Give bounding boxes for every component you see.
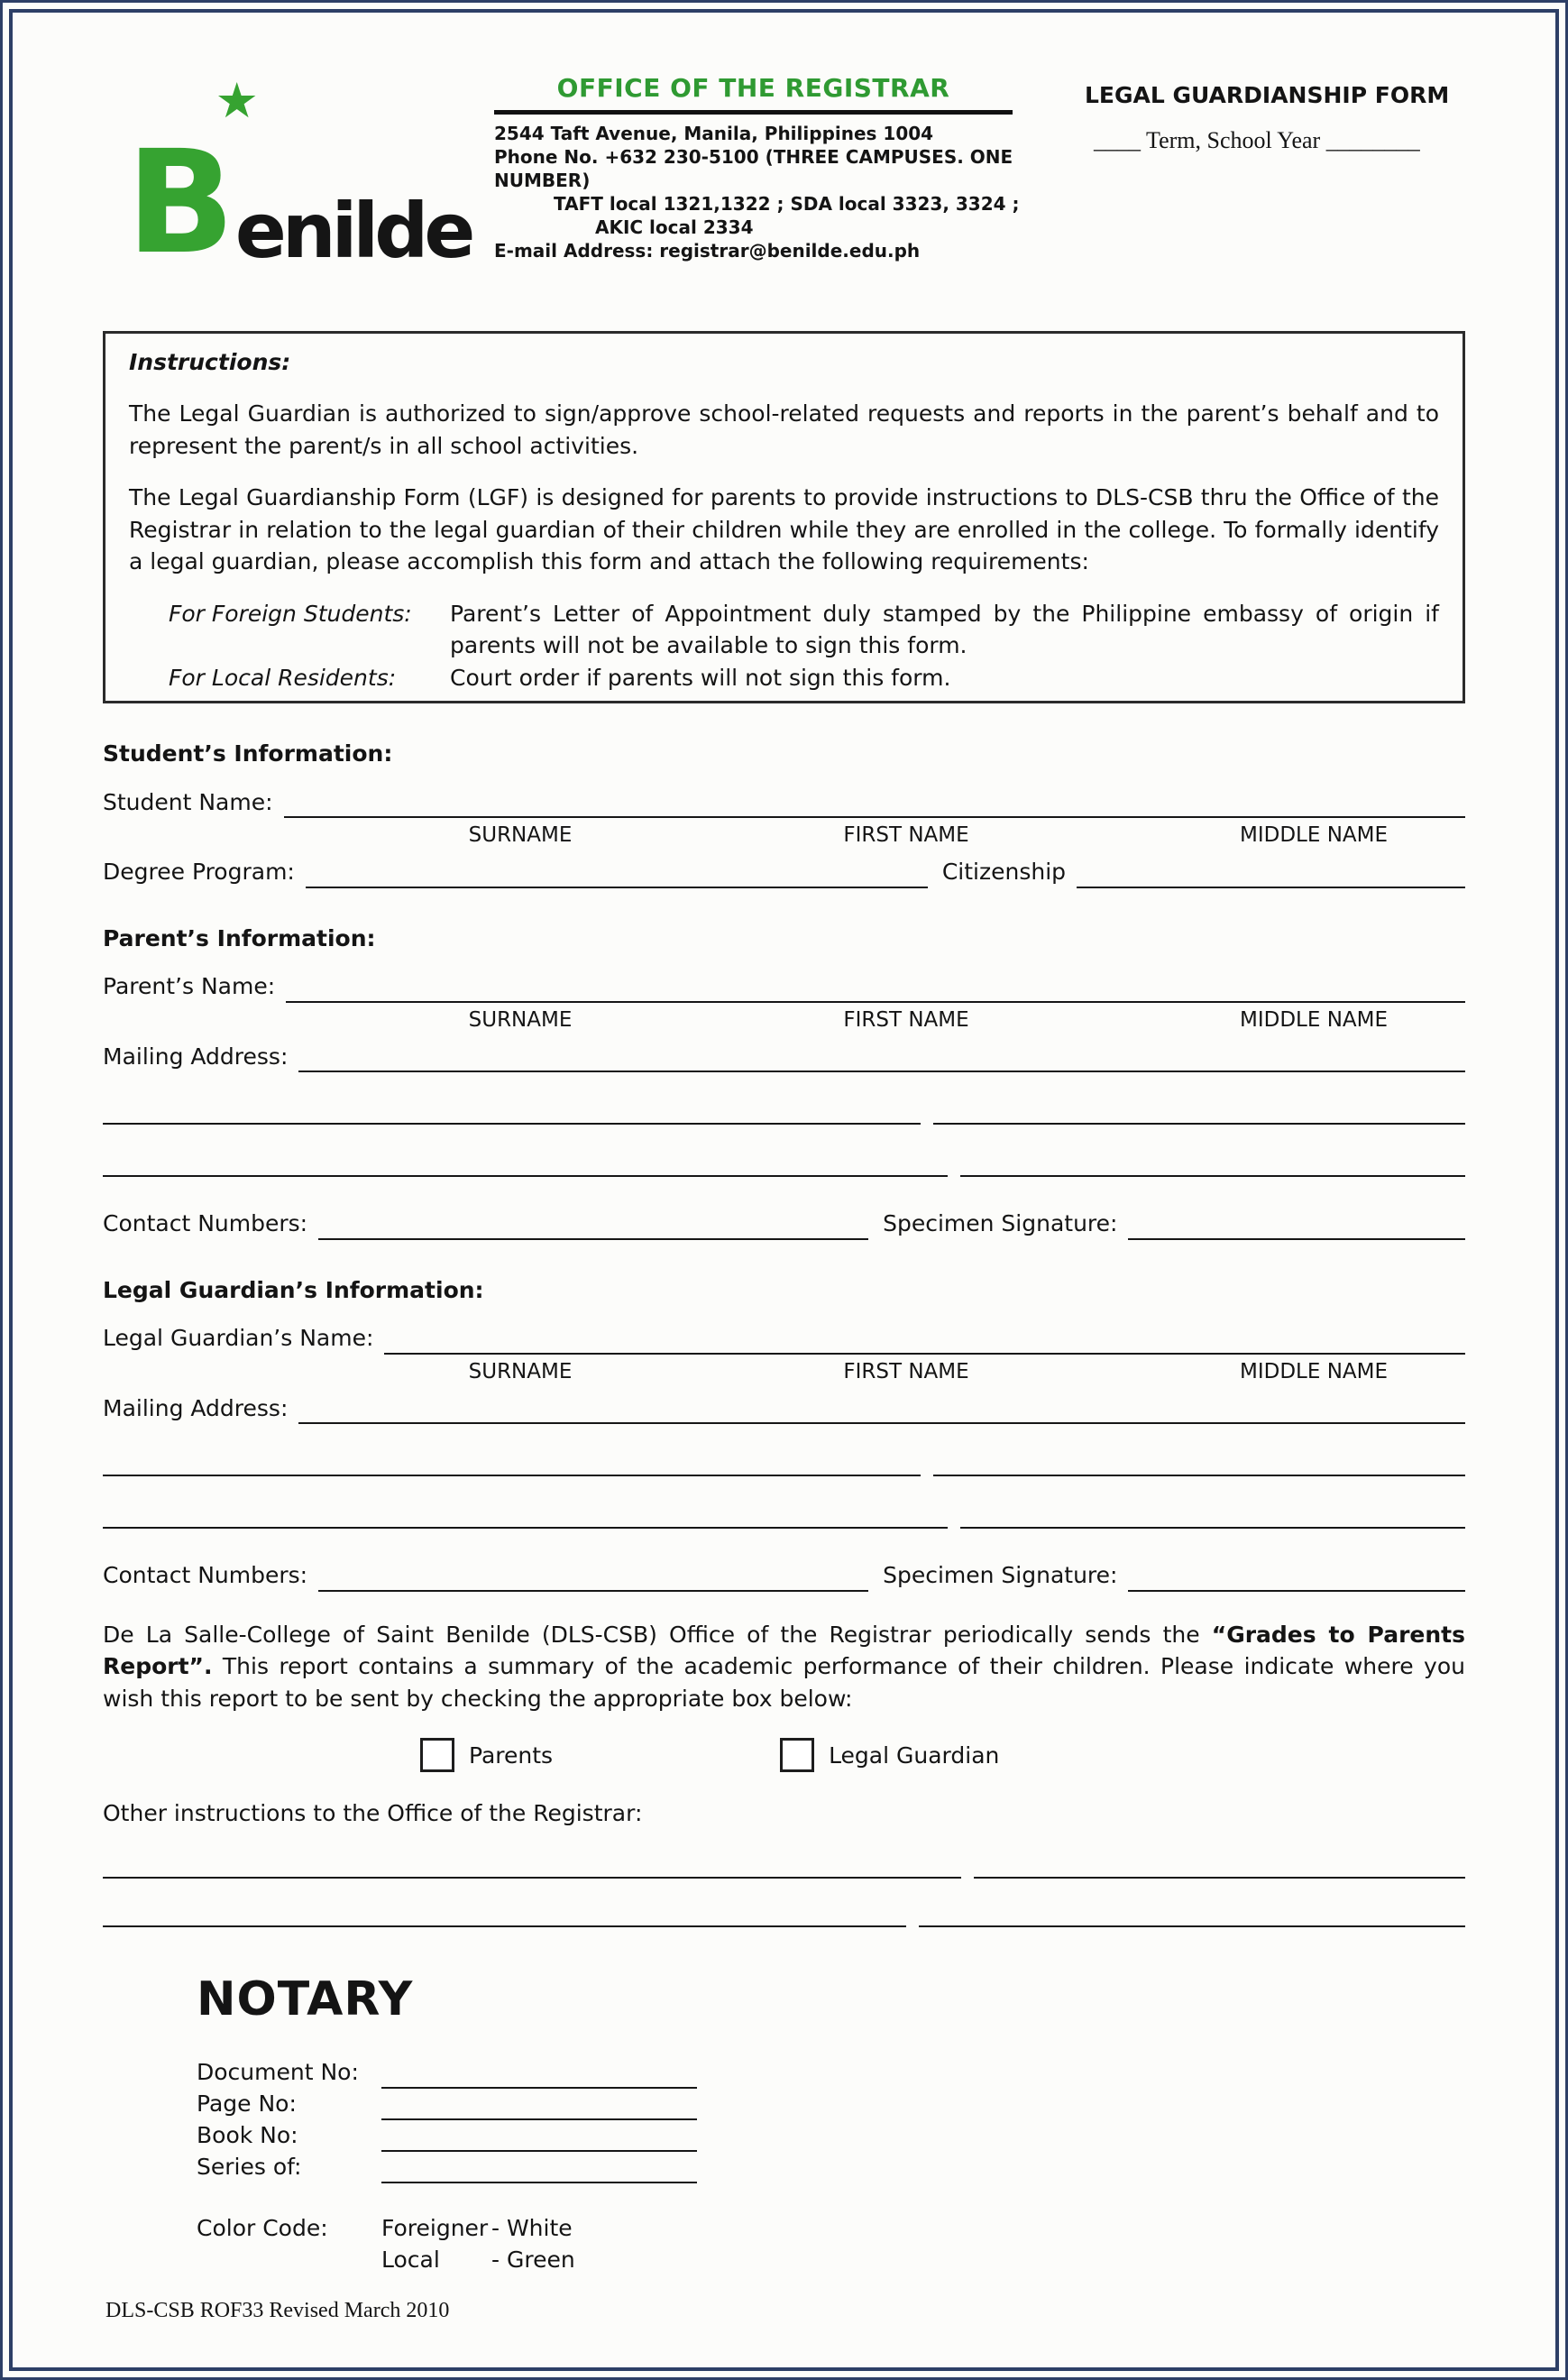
color-code-local-value: - Green bbox=[491, 2247, 575, 2274]
degree-program-label: Degree Program: bbox=[103, 859, 295, 886]
middle-name-label: MIDDLE NAME bbox=[1239, 823, 1389, 848]
guardian-name-field[interactable] bbox=[384, 1326, 1465, 1355]
parent-specimen-signature-label: Specimen Signature: bbox=[883, 1210, 1118, 1237]
form-title: LEGAL GUARDIANSHIP FORM bbox=[1085, 82, 1450, 108]
document-no-field[interactable] bbox=[381, 2062, 697, 2089]
other-instructions-line[interactable] bbox=[974, 1850, 1465, 1879]
color-code-local bbox=[381, 2244, 575, 2276]
address-line: AKIC local 2334 bbox=[595, 216, 754, 238]
instructions-box bbox=[103, 331, 1465, 704]
guardian-specimen-signature-field[interactable] bbox=[1128, 1563, 1465, 1592]
page-no-label: Page No: bbox=[197, 2091, 297, 2118]
student-name-label: Student Name: bbox=[103, 788, 273, 815]
first-name-label: FIRST NAME bbox=[843, 1359, 969, 1383]
first-name-label: FIRST NAME bbox=[843, 823, 969, 848]
local-residents-text: Court order if parents will not sign this form. bbox=[450, 664, 951, 691]
other-instructions-line[interactable] bbox=[919, 1898, 1465, 1927]
legal-guardian-checkbox[interactable] bbox=[780, 1738, 814, 1772]
parent-mailing-address-line[interactable] bbox=[960, 1148, 1465, 1177]
guardian-mailing-address-line[interactable] bbox=[960, 1500, 1465, 1529]
book-no-field[interactable] bbox=[381, 2125, 697, 2152]
office-title: OFFICE OF THE REGISTRAR bbox=[556, 73, 950, 103]
registrar-address bbox=[494, 122, 1085, 262]
foreign-students-label: For Foreign Students: bbox=[169, 600, 412, 627]
logo-b-letter: B bbox=[126, 120, 235, 287]
grades-text-before: De La Salle-College of Saint Benilde (DLS-CSB) Office of the Registrar periodically sends the bbox=[103, 1621, 1212, 1648]
guardian-mailing-address-line[interactable] bbox=[103, 1447, 921, 1476]
email-address-line: E-mail Address: registrar@benilde.edu.ph bbox=[494, 239, 921, 262]
title-underline bbox=[494, 110, 1013, 115]
citizenship-label: Citizenship bbox=[941, 859, 1067, 886]
guardian-contact-numbers-field[interactable] bbox=[318, 1563, 868, 1592]
parent-information-section bbox=[103, 923, 1465, 1240]
registrar-header-block bbox=[494, 70, 1085, 262]
guardian-mailing-address-line[interactable] bbox=[933, 1447, 1465, 1476]
document-no-label: Document No: bbox=[197, 2059, 359, 2086]
color-code-local-type: Local bbox=[381, 2247, 440, 2274]
term-school-year: ____ Term, School Year ________ bbox=[1094, 126, 1420, 153]
color-code-block bbox=[197, 2212, 1465, 2276]
address-line: TAFT local 1321,1322 ; SDA local 3323, 3324 ; bbox=[554, 192, 1020, 215]
star-icon: ★ bbox=[215, 72, 259, 129]
surname-label: SURNAME bbox=[468, 1359, 573, 1383]
book-no-label: Book No: bbox=[197, 2122, 298, 2149]
color-code-label: Color Code: bbox=[197, 2214, 328, 2241]
form-footer: DLS-CSB ROF33 Revised March 2010 bbox=[105, 2298, 450, 2322]
parent-info-heading: Parent’s Information: bbox=[103, 924, 376, 951]
name-column-headers bbox=[103, 818, 1465, 850]
legal-guardian-checkbox-label: Legal Guardian bbox=[829, 1741, 1000, 1769]
first-name-label: FIRST NAME bbox=[843, 1007, 969, 1032]
benilde-logo bbox=[126, 70, 472, 287]
page-content bbox=[9, 9, 1559, 2371]
logo-wordmark: enilde bbox=[234, 186, 472, 275]
grades-report-bold: “Grades to Parents Report”. bbox=[103, 1621, 1465, 1680]
instructions-paragraph-2: The Legal Guardianship Form (LGF) is designed for parents to provide instructions to DLS-CSB thru the Office of the Registrar in relation to the legal guardian of their children while they are enrolled in the college. To formally identify a legal guardian, please accomplish this form and attach the following requirements: bbox=[129, 484, 1439, 575]
address-line: 2544 Taft Avenue, Manila, Philippines 1004 bbox=[494, 122, 934, 144]
color-code-foreigner bbox=[381, 2212, 575, 2245]
form-title-block bbox=[1085, 70, 1468, 262]
color-code-foreigner-value: - White bbox=[491, 2214, 573, 2241]
address-line: Phone No. +632 230-5100 (THREE CAMPUSES. ONE NUMBER) bbox=[494, 145, 1013, 191]
guardian-mailing-address-line[interactable] bbox=[103, 1500, 948, 1529]
guardian-mailing-address-label: Mailing Address: bbox=[103, 1394, 289, 1421]
parents-checkbox[interactable] bbox=[420, 1738, 454, 1772]
surname-label: SURNAME bbox=[468, 1007, 573, 1032]
local-residents-requirement bbox=[169, 662, 1439, 694]
student-info-heading: Student’s Information: bbox=[103, 740, 393, 767]
citizenship-field[interactable] bbox=[1077, 859, 1465, 888]
guardian-name-label: Legal Guardian’s Name: bbox=[103, 1325, 374, 1352]
foreign-students-text: Parent’s Letter of Appointment duly stamped by the Philippine embassy of origin if parents will not be available to sign this form. bbox=[450, 600, 1439, 659]
parent-mailing-address-field[interactable] bbox=[298, 1043, 1465, 1072]
other-instructions-line[interactable] bbox=[103, 1850, 961, 1879]
color-code-foreigner-type: Foreigner bbox=[381, 2214, 489, 2241]
page-no-field[interactable] bbox=[381, 2093, 697, 2120]
student-information-section bbox=[103, 738, 1465, 888]
parent-name-label: Parent’s Name: bbox=[103, 973, 276, 1000]
other-instructions-lines bbox=[103, 1850, 1465, 1927]
parent-mailing-address-label: Mailing Address: bbox=[103, 1043, 289, 1070]
guardian-specimen-signature-label: Specimen Signature: bbox=[883, 1562, 1118, 1589]
student-name-field[interactable] bbox=[284, 789, 1465, 818]
parent-mailing-address-line[interactable] bbox=[933, 1096, 1465, 1125]
surname-label: SURNAME bbox=[468, 823, 573, 848]
guardian-contact-numbers-label: Contact Numbers: bbox=[103, 1562, 308, 1589]
parent-specimen-signature-field[interactable] bbox=[1128, 1211, 1465, 1240]
local-residents-label: For Local Residents: bbox=[169, 664, 397, 691]
middle-name-label: MIDDLE NAME bbox=[1239, 1007, 1389, 1032]
instructions-paragraph-1: The Legal Guardian is authorized to sign/approve school-related requests and reports in the parent’s behalf and to represent the parent/s in all school activities. bbox=[129, 400, 1439, 459]
name-column-headers bbox=[103, 1355, 1465, 1387]
series-of-field[interactable] bbox=[381, 2156, 697, 2183]
instructions-heading: Instructions: bbox=[129, 348, 291, 375]
middle-name-label: MIDDLE NAME bbox=[1239, 1359, 1389, 1383]
parent-contact-numbers-label: Contact Numbers: bbox=[103, 1210, 308, 1237]
name-column-headers bbox=[103, 1003, 1465, 1035]
report-destination-options bbox=[420, 1738, 1465, 1772]
guardian-info-heading: Legal Guardian’s Information: bbox=[103, 1276, 484, 1303]
guardian-mailing-address-field[interactable] bbox=[298, 1395, 1465, 1424]
form-header bbox=[103, 13, 1465, 287]
foreign-students-requirement bbox=[169, 598, 1439, 662]
guardian-information-section bbox=[103, 1274, 1465, 1592]
notary-heading: NOTARY bbox=[197, 1971, 414, 2026]
grades-report-paragraph bbox=[103, 1619, 1465, 1715]
other-instructions-line[interactable] bbox=[103, 1898, 906, 1927]
notary-section bbox=[197, 1967, 1465, 2276]
degree-program-field[interactable] bbox=[306, 859, 928, 888]
parent-mailing-address-line[interactable] bbox=[103, 1148, 948, 1177]
other-instructions-label: Other instructions to the Office of the Registrar: bbox=[103, 1800, 643, 1827]
series-of-label: Series of: bbox=[197, 2154, 302, 2181]
grades-text-after: This report contains a summary of the academic performance of their children. Please indicate where you wish this report to be sent by checking the appropriate box below: bbox=[103, 1653, 1465, 1712]
parent-mailing-address-line[interactable] bbox=[103, 1096, 921, 1125]
parent-contact-numbers-field[interactable] bbox=[318, 1211, 868, 1240]
parent-name-field[interactable] bbox=[286, 974, 1465, 1003]
parents-checkbox-label: Parents bbox=[469, 1741, 554, 1769]
